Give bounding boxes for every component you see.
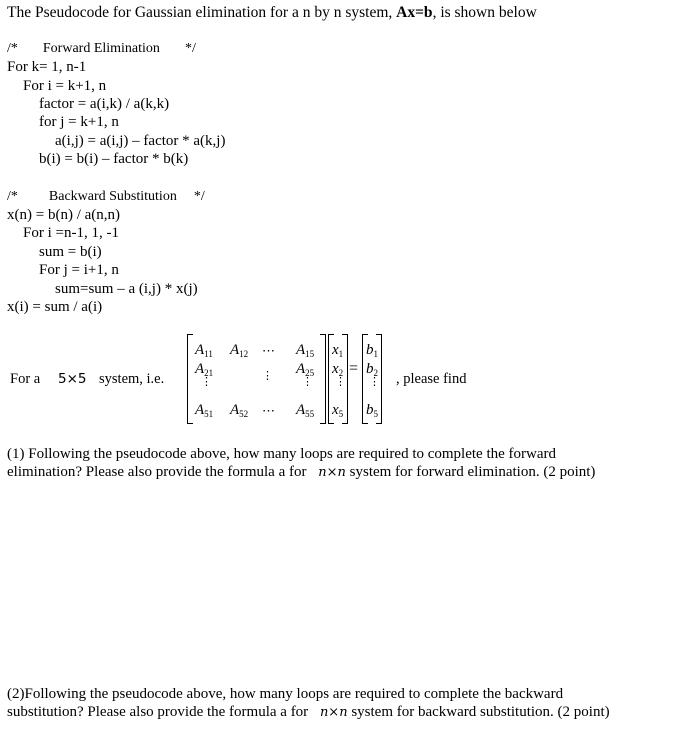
question-1-line-1: (1) Following the pseudocode above, how many loops are required to complete the forward	[7, 446, 557, 462]
system-size: 5×5	[58, 371, 87, 387]
matrix-col5-vdots: ⋮	[302, 376, 313, 388]
vector-b5: $b_5$	[366, 402, 378, 419]
matrix-a21: $A_{21}$	[195, 361, 214, 378]
forward-line-3: factor = a(i,k) / a(k,k)	[39, 96, 170, 112]
intro-text	[7, 4, 537, 22]
backward-line-1: x(n) = b(n) / a(n,n)	[7, 207, 121, 223]
vector-x2: $x_2$	[332, 361, 344, 378]
question-2-line-2	[7, 703, 610, 722]
backward-line-2: For i =n-1, 1, -1	[23, 225, 119, 241]
backward-comment-title: Backward Substitution	[48, 189, 177, 204]
backward-comment	[7, 188, 205, 206]
intro-equation: Ax=b	[396, 4, 433, 21]
forward-line-2: For i = k+1, n	[23, 78, 107, 94]
question-2-line-1: (2)Following the pseudocode above, how many loops are required to complete the backward	[7, 686, 564, 702]
backward-comment-open: /*	[7, 189, 18, 204]
forward-comment-open: /*	[7, 41, 18, 56]
system-suffix: , please find	[396, 371, 467, 387]
matrix-a-left-bracket	[187, 334, 193, 424]
intro-suffix: , is shown below	[432, 4, 537, 21]
forward-line-1: For k= 1, n-1	[7, 59, 87, 75]
question-1-line-2	[7, 463, 595, 482]
forward-line-4: for j = k+1, n	[39, 114, 119, 130]
equals-sign: =	[349, 360, 359, 377]
matrix-a55: $A_{55}$	[296, 402, 315, 419]
forward-comment	[7, 40, 196, 58]
matrix-a25: $A_{25}$	[296, 361, 315, 378]
matrix-row5-hdots: ⋯	[262, 403, 275, 418]
forward-comment-close: */	[184, 41, 196, 56]
question-1-pre: elimination? Please also provide the formula a for	[7, 464, 307, 480]
question-2-pre: substitution? Please also provide the formula a for	[7, 704, 309, 720]
question-1-post: system for forward elimination. (2 point)	[349, 464, 596, 480]
matrix-row1-hdots: ⋯	[262, 343, 275, 358]
matrix-a51: $A_{51}$	[195, 402, 214, 419]
forward-line-5: a(i,j) = a(i,j) – factor * a(k,j)	[55, 133, 226, 149]
vector-b1: $b_1$	[366, 342, 378, 359]
question-2-nxn: n×n	[319, 705, 348, 720]
matrix-a-right-bracket	[320, 334, 326, 424]
backward-line-6: x(i) = sum / a(i)	[7, 299, 103, 315]
matrix-center-vdots: ⋮	[262, 370, 273, 382]
forward-comment-title: Forward Elimination	[42, 41, 160, 56]
matrix-a12: $A_{12}$	[230, 342, 249, 359]
backward-line-5: sum=sum – a (i,j) * x(j)	[55, 281, 198, 297]
matrix-a11: $A_{11}$	[195, 342, 213, 359]
matrix-a15: $A_{15}$	[296, 342, 315, 359]
system-prefix: For a	[10, 371, 41, 387]
matrix-a52: $A_{52}$	[230, 402, 249, 419]
vector-x-vdots: ⋮	[335, 376, 346, 388]
forward-line-6: b(i) = b(i) – factor * b(k)	[39, 151, 189, 167]
vector-b-vdots: ⋮	[369, 376, 380, 388]
vector-b2: $b_2$	[366, 361, 378, 378]
matrix-col1-vdots: ⋮	[201, 376, 212, 388]
backward-line-4: For j = i+1, n	[39, 262, 119, 278]
question-2-post: system for backward substitution. (2 point)	[351, 704, 610, 720]
vector-x1: $x_1$	[332, 342, 344, 359]
question-1-nxn: n×n	[318, 465, 346, 480]
backward-comment-close: */	[193, 189, 205, 204]
intro-prefix: The Pseudocode for Gaussian elimination for a n by n system,	[7, 4, 397, 21]
vector-x5: $x_5$	[332, 402, 344, 419]
backward-line-3: sum = b(i)	[39, 244, 102, 260]
system-middle: system, i.e.	[99, 371, 165, 387]
